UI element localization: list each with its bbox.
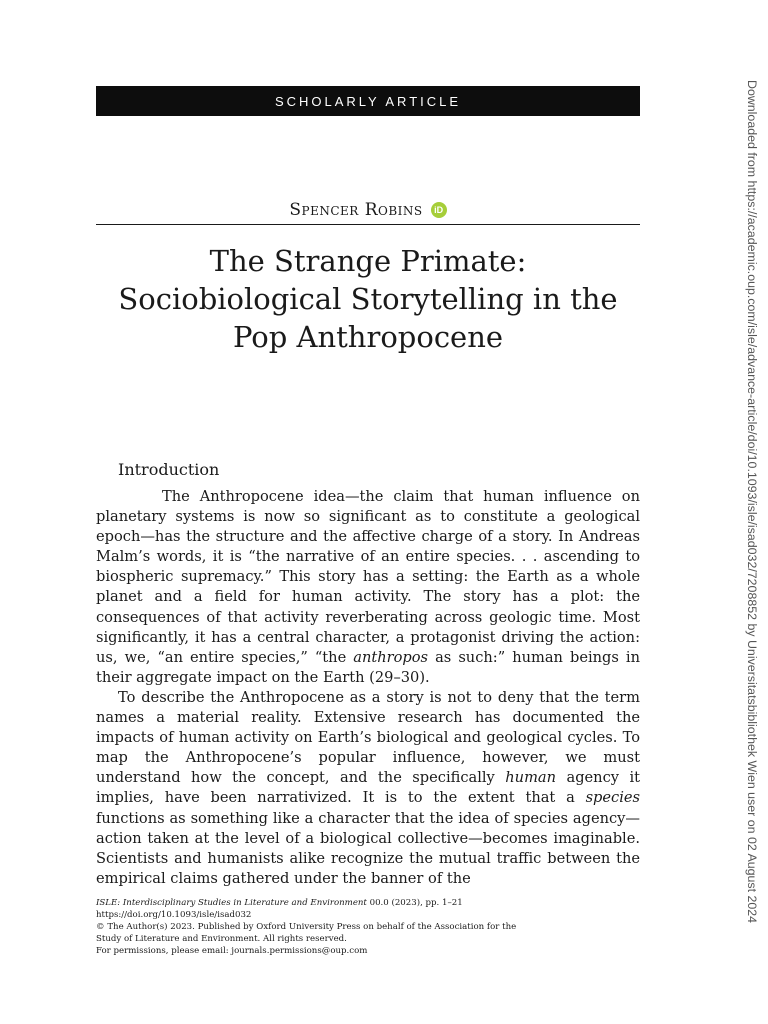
journal-volume-pages: 00.0 (2023), pp. 1–21 bbox=[366, 898, 463, 908]
author-line bbox=[96, 196, 640, 225]
paragraph bbox=[96, 487, 640, 688]
article-type-banner: SCHOLARLY ARTICLE bbox=[96, 86, 640, 116]
text-run: as such:” human beings in their aggregate impact on the Earth (29–30). bbox=[96, 648, 640, 686]
article-title: The Strange Primate: Sociobiological Storytelling in the Pop Anthropocene bbox=[118, 244, 618, 354]
author-name[interactable]: Spencer Robins bbox=[289, 200, 423, 220]
italic-text: species bbox=[585, 789, 640, 807]
italic-text: anthropos bbox=[353, 648, 429, 666]
text-run: agency it implies, have been narrativized. It is to the extent that a bbox=[96, 769, 641, 807]
footer-metadata bbox=[96, 897, 640, 957]
copyright-line: © The Author(s) 2023. Published by Oxford University Press on behalf of the Association for the bbox=[96, 922, 517, 932]
paragraph bbox=[96, 688, 640, 889]
doi-link[interactable]: https://doi.org/10.1093/isle/isad032 bbox=[96, 910, 252, 920]
permissions-line: For permissions, please email: journals.permissions@oup.com bbox=[96, 946, 368, 956]
text-run: To describe the Anthropocene as a story is not to deny that the term names a material reality. Extensive research has documented the impacts of human activity on Earth’s biological and geological cycles. To map the Anthropocene’s popular influence, however, we must understand how the concept, and the specifically bbox=[96, 688, 640, 787]
text-run: The Anthropocene idea—the claim that human influence on planetary systems is now so significant as to constitute a geological epoch—has the structure and the affective charge of a story. In Andreas Malm’s words, it is “the narrative of an entire species. . . ascending to biospheric supremacy.” This story has a setting: the Earth as a whole planet and a field for human activity. The story has a plot: the consequences of that activity reverberating across geologic time. Most significantly, it has a central character, a protagonist driving the action: us, we, “an entire species,” “the bbox=[96, 488, 640, 666]
copyright-line: Study of Literature and Environment. All rights reserved. bbox=[96, 934, 347, 944]
article-body bbox=[96, 487, 640, 889]
italic-text: human bbox=[505, 769, 557, 787]
journal-citation bbox=[96, 897, 640, 909]
orcid-icon[interactable]: iD bbox=[431, 202, 447, 218]
section-heading: Introduction bbox=[118, 460, 220, 479]
text-run: functions as something like a character that the idea of species agency—action taken at the level of a biological collective—becomes imaginable. Scientists and humanists alike recognize the mutual traffic between the empirical claims gathered under the banner of the bbox=[96, 809, 640, 887]
journal-name: ISLE: Interdisciplinary Studies in Literature and Environment bbox=[96, 898, 367, 908]
download-watermark: Downloaded from https://academic.oup.com/isle/advance-article/doi/10.1093/isle/isad032/7208852 by Universitatsbibliothek Wien user on 02 August 2024 bbox=[745, 80, 759, 924]
